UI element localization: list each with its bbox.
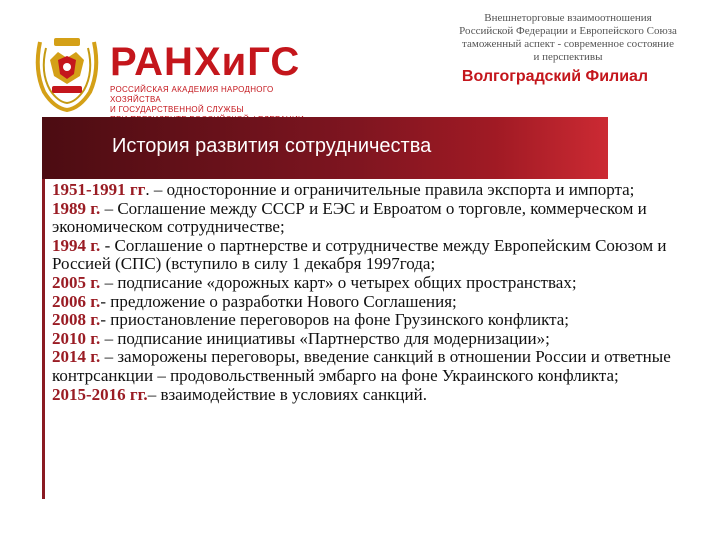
left-rule	[42, 179, 45, 499]
list-item: 2006 г.- предложение о разработки Нового Соглашения;	[52, 291, 457, 311]
logo	[110, 42, 310, 125]
list-item: 1989 г. – Соглашение между СССР и ЕЭС и Евроатом о торговле, коммерческом и экономическом сотрудничестве;	[52, 198, 647, 237]
list-item: 2010 г. – подписание инициативы «Партнерство для модернизации»;	[52, 328, 550, 348]
list-item: 1994 г. - Соглашение о партнерстве и сотрудничестве между Европейским Союзом и Россией (СПС) (вступило в силу 1 декабря 1997года;	[52, 235, 667, 274]
slide-title: История развития сотрудничества	[112, 135, 432, 157]
logo-subtitle: РОССИЙСКАЯ АКАДЕМИЯ НАРОДНОГО ХОЗЯЙСТВА И ГОСУДАРСТВЕННОЙ СЛУЖБЫ	[110, 85, 274, 114]
list-item: 2014 г. – заморожены переговоры, введение санкций в отношении России и ответные контрсанкции – продовольственный эмбарго на фоне Украинского конфликта;	[52, 347, 671, 385]
timeline-list	[52, 181, 712, 404]
branch-name: Волгоградский Филиал	[461, 68, 649, 85]
logo-text: РАНХиГС	[110, 40, 301, 84]
list-item: 2008 г.- приостановление переговоров на фоне Грузинского конфликта;	[52, 310, 570, 330]
list-item: 2005 г. – подписание «дорожных карт» о четырех общих пространствах;	[52, 272, 577, 292]
list-item: 1951-1991 гг. – односторонние и ограничительные правила экспорта и импорта;	[52, 180, 635, 199]
presentation-topic: Внешнеторговые взаимоотношения Российской Федерации и Европейского Союза таможенный аспект - современное состояние и перспективы	[459, 12, 677, 63]
academy-emblem-icon	[30, 30, 104, 114]
list-item: 2015-2016 гг.– взаимодействие в условиях санкций.	[52, 384, 427, 404]
